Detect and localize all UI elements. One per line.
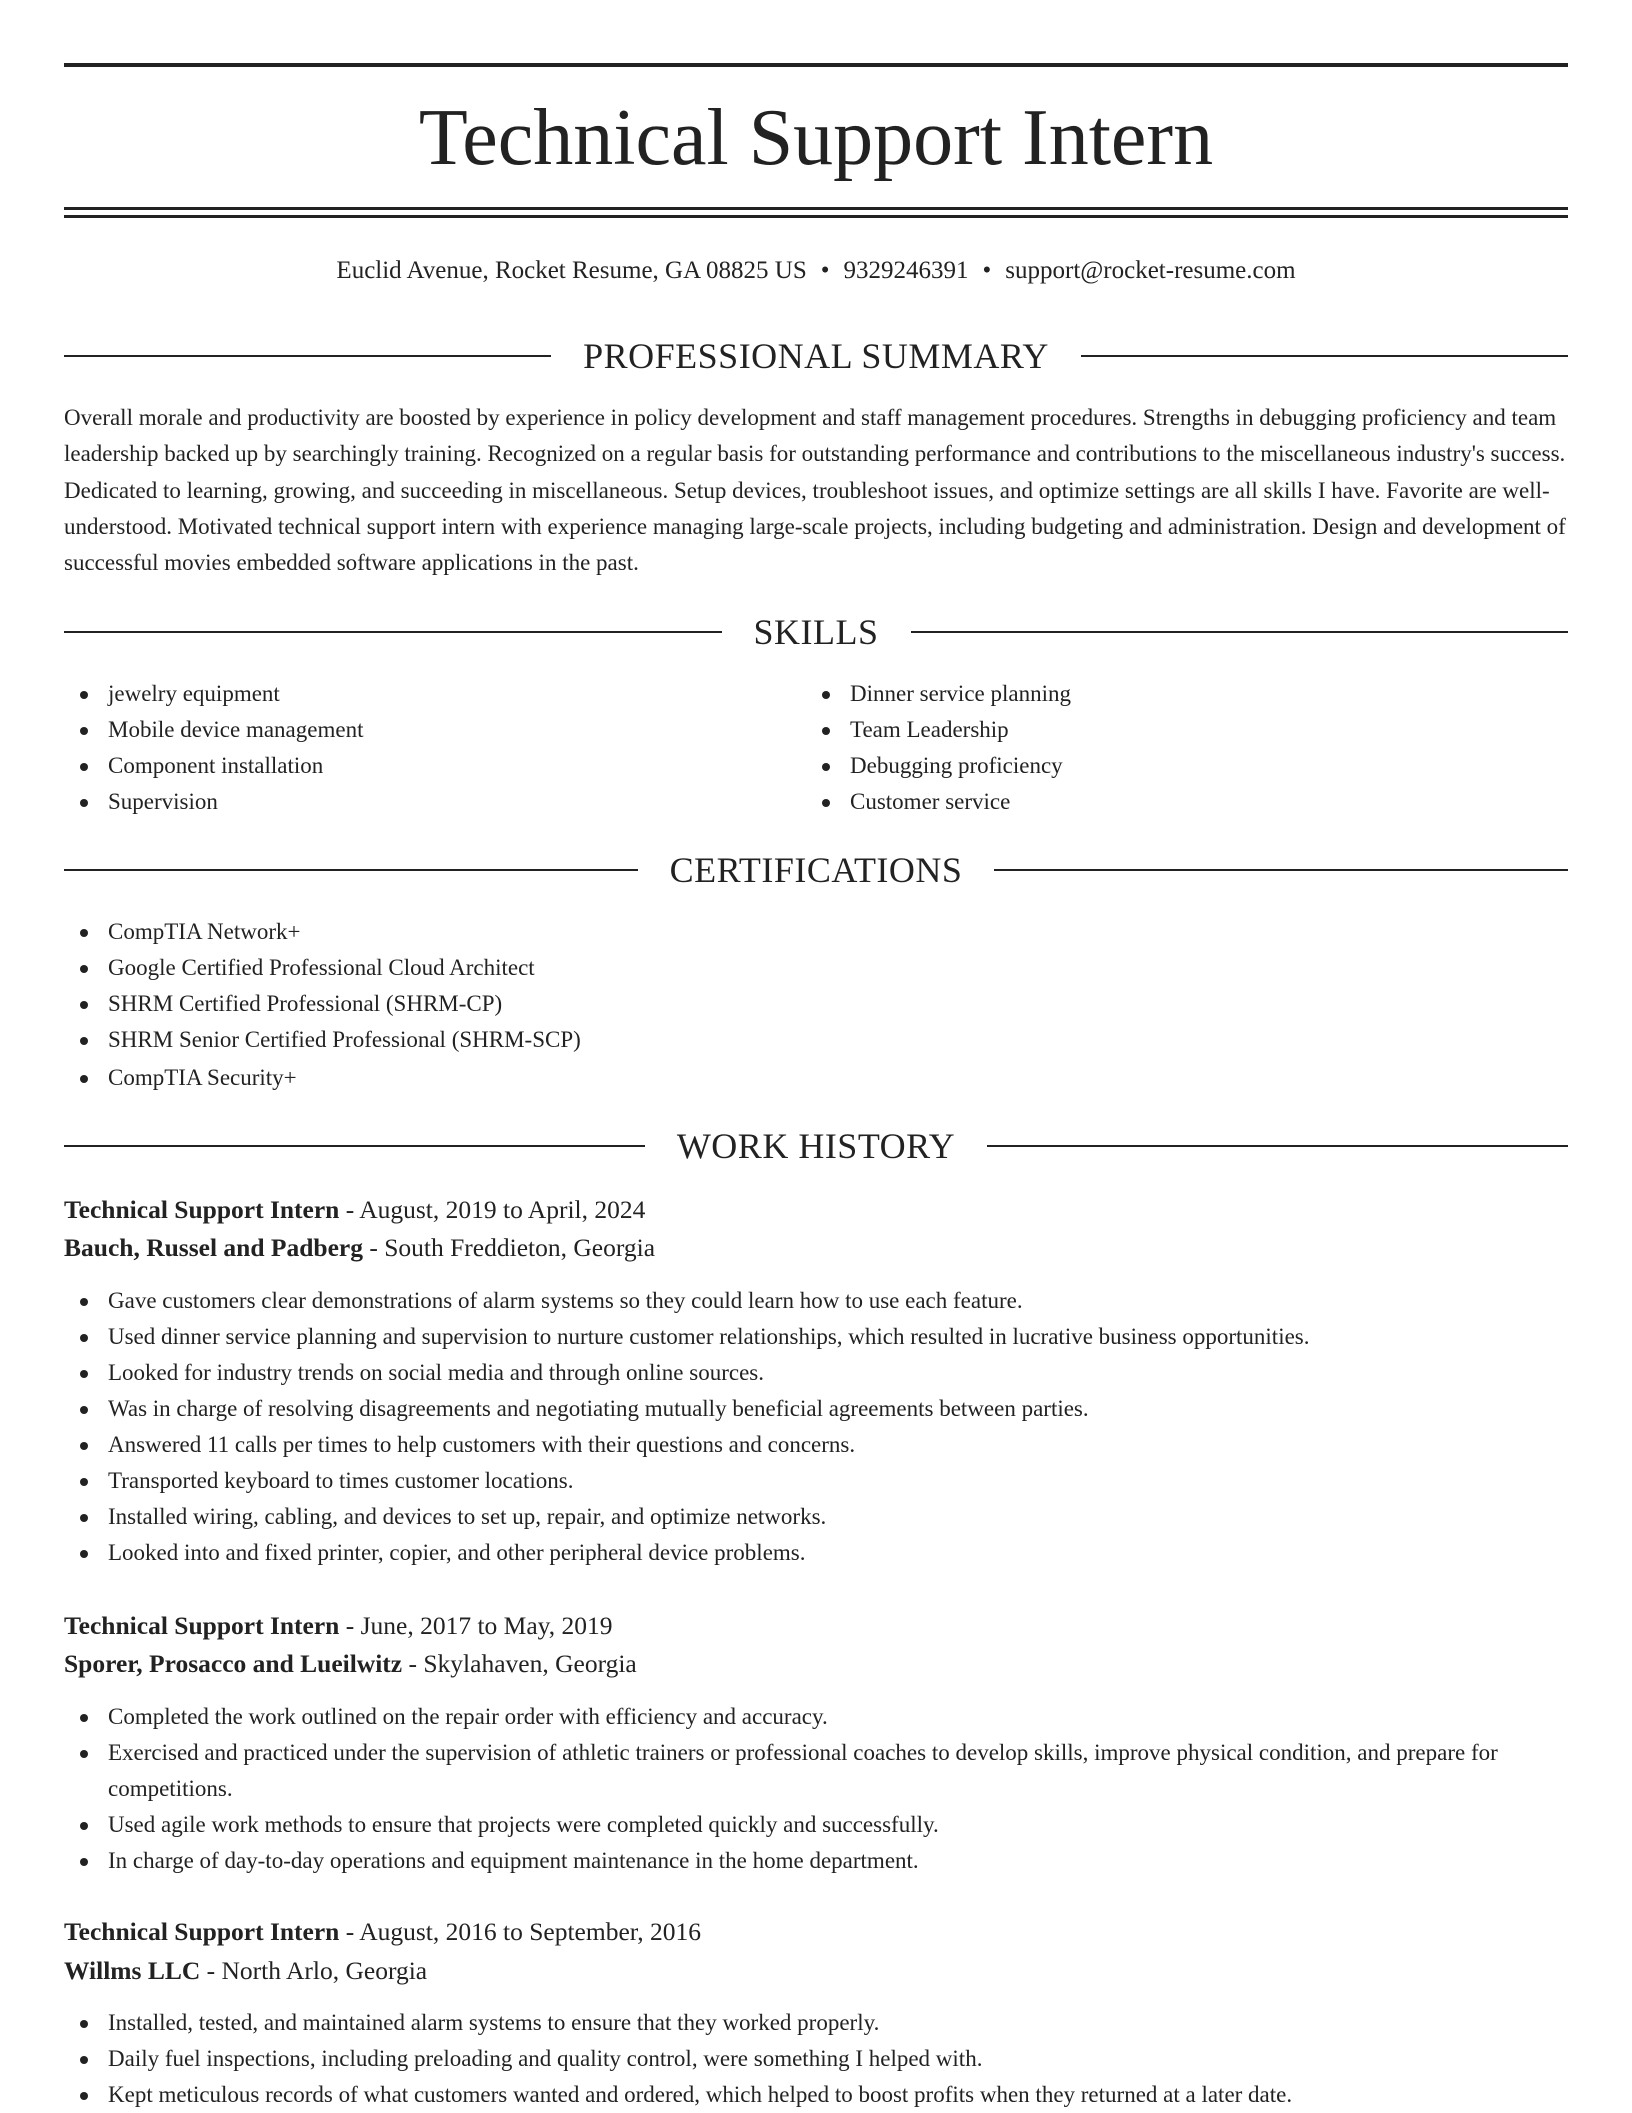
certification-item: Google Certified Professional Cloud Architect (64, 950, 1568, 986)
job-bullet: Used agile work methods to ensure that projects were completed quickly and successfully. (64, 1807, 1568, 1843)
job-bullet: Gave customers clear demonstrations of alarm systems so they could learn how to use each feature. (64, 1283, 1568, 1319)
skill-item: Mobile device management (64, 712, 764, 748)
section-rule (994, 869, 1568, 871)
job-title: Technical Support Intern (64, 1917, 340, 1946)
certification-item: CompTIA Network+ (64, 914, 1568, 950)
job-company: Sporer, Prosacco and Lueilwitz (64, 1649, 403, 1678)
job-bullet: Looked for industry trends on social media and through online sources. (64, 1355, 1568, 1391)
certifications-heading: CERTIFICATIONS (669, 850, 963, 890)
certification-item: SHRM Certified Professional (SHRM-CP) (64, 986, 1568, 1022)
job-company: Bauch, Russel and Padberg (64, 1233, 363, 1262)
header-double-rule-top (64, 207, 1568, 210)
contact-separator: • (982, 257, 992, 284)
certification-item: CompTIA Security+ (64, 1060, 1568, 1096)
job-location: - North Arlo, Georgia (200, 1956, 428, 1985)
section-rule (64, 631, 722, 633)
skills-heading: SKILLS (753, 612, 879, 652)
job-title: Technical Support Intern (64, 1611, 340, 1640)
job-bullet: Kept meticulous records of what customers wanted and ordered, which helped to boost profits when they returned at a later date. (64, 2077, 1568, 2113)
job-company-line (64, 1953, 1568, 1989)
top-rule (64, 63, 1568, 67)
job-bullet: Installed, tested, and maintained alarm systems to ensure that they worked properly. (64, 2005, 1568, 2041)
job-bullet: Completed the work outlined on the repair order with efficiency and accuracy. (64, 1699, 1568, 1735)
certifications-section-header (64, 848, 1568, 892)
summary-text: Overall morale and productivity are boosted by experience in policy development and staff management procedures. Strengths in debugging proficiency and team leadership backed up by searchingly training. Recognized on a regular basis for outstanding performance and contributions to the miscellaneous industry's success. Dedicated to learning, growing, and succeeding in miscellaneous. Setup devices, troubleshoot issues, and optimize settings are all skills I have. Favorite are well-understood. Motivated technical support intern with experience managing large-scale projects, including budgeting and administration. Design and development of successful movies embedded software applications in the past. (64, 405, 1566, 576)
job-bullet: Answered 11 calls per times to help customers with their questions and concerns. (64, 1427, 1568, 1463)
skill-item: Customer service (806, 784, 1506, 820)
section-rule (911, 631, 1569, 633)
job-bullet: In charge of day-to-day operations and equipment maintenance in the home department. (64, 1843, 1568, 1879)
job-location: - Skylahaven, Georgia (402, 1649, 637, 1678)
job-dates: - August, 2019 to April, 2024 (339, 1195, 646, 1224)
summary-section-header (64, 334, 1568, 378)
work-history-heading: WORK HISTORY (676, 1126, 956, 1166)
job-bullet: Transported keyboard to times customer locations. (64, 1463, 1568, 1499)
section-rule (987, 1145, 1568, 1147)
job-company: Willms LLC (64, 1956, 201, 1985)
job-bullet: Daily fuel inspections, including preloading and quality control, were something I helped with. (64, 2041, 1568, 2077)
skill-item: Dinner service planning (806, 676, 1506, 712)
job-dates: - June, 2017 to May, 2019 (339, 1611, 613, 1640)
skill-item: Debugging proficiency (806, 748, 1506, 784)
contact-phone: 9329246391 (843, 257, 969, 284)
job-title-line (64, 1608, 1568, 1644)
job-bullets (64, 1699, 1568, 1879)
job-location: - South Freddieton, Georgia (362, 1233, 656, 1262)
section-rule (64, 355, 551, 357)
skills-section-header (64, 610, 1568, 654)
skill-item: jewelry equipment (64, 676, 764, 712)
skills-list-left (64, 676, 764, 820)
resume-name-title: Technical Support Intern (418, 94, 1214, 182)
skill-item: Supervision (64, 784, 764, 820)
contact-address: Euclid Avenue, Rocket Resume, GA 08825 US (336, 257, 807, 284)
skill-item: Component installation (64, 748, 764, 784)
job-bullets (64, 1283, 1568, 1571)
header-double-rule-bottom (64, 215, 1568, 218)
skills-list-right (806, 676, 1506, 820)
certification-item: SHRM Senior Certified Professional (SHRM-SCP) (64, 1022, 1568, 1058)
contact-line (64, 254, 1568, 288)
contact-separator: • (820, 257, 830, 284)
work-history-section-header (64, 1124, 1568, 1168)
job-bullet: Looked into and fixed printer, copier, and other peripheral device problems. (64, 1535, 1568, 1571)
job-title-line (64, 1914, 1568, 1950)
job-dates: - August, 2016 to September, 2016 (339, 1917, 701, 1946)
certifications-list (64, 914, 1568, 1096)
job-company-line (64, 1646, 1568, 1682)
job-bullet: Exercised and practiced under the supervision of athletic trainers or professional coaches to develop skills, improve physical condition, and prepare for competitions. (64, 1735, 1568, 1807)
job-bullet: Installed wiring, cabling, and devices to set up, repair, and optimize networks. (64, 1499, 1568, 1535)
contact-email: support@rocket-resume.com (1005, 257, 1296, 284)
summary-heading: PROFESSIONAL SUMMARY (583, 336, 1049, 376)
section-rule (1081, 355, 1568, 357)
job-bullets (64, 2005, 1568, 2113)
job-company-line (64, 1230, 1568, 1266)
job-title: Technical Support Intern (64, 1195, 340, 1224)
section-rule (64, 869, 638, 871)
job-bullet: Was in charge of resolving disagreements and negotiating mutually beneficial agreements between parties. (64, 1391, 1568, 1427)
job-bullet: Used dinner service planning and supervision to nurture customer relationships, which resulted in lucrative business opportunities. (64, 1319, 1568, 1355)
skill-item: Team Leadership (806, 712, 1506, 748)
job-title-line (64, 1192, 1568, 1228)
section-rule (64, 1145, 645, 1147)
